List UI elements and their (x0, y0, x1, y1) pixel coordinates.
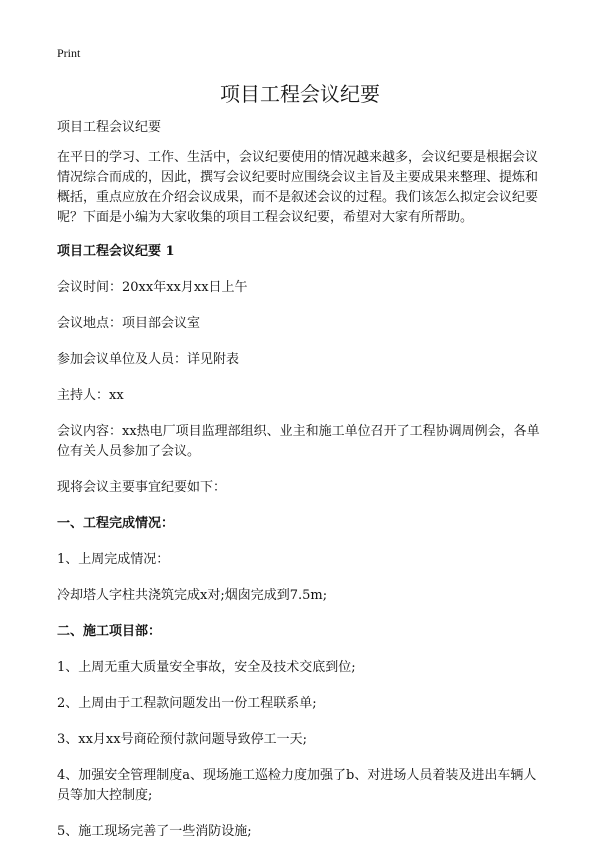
meeting-time: 会议时间：20xx年xx月xx日上午 (57, 280, 248, 295)
host: 主持人：xx (57, 388, 124, 403)
attendees: 参加会议单位及人员：详见附表 (57, 352, 240, 367)
section-heading: 项目工程会议纪要 1 (57, 244, 175, 259)
dept-item: 4、加强安全管理制度a、现场施工巡检力度加强了b、对进场人员着装及进出车辆人员等加大控制度; (57, 768, 537, 803)
document-subtitle: 项目工程会议纪要 (57, 120, 162, 135)
document-title: 项目工程会议纪要 (220, 82, 380, 106)
intro-paragraph: 在平日的学习、工作、生活中，会议纪要使用的情况越来越多，会议纪要是根据会议情况综合而成的，因此，撰写会议纪要时应围绕会议主旨及主要成果来整理、提炼和概括，重点应放在介绍会议成果，而不是叙述会议的过程。我们该怎么拟定会议纪要呢？下面是小编为大家收集的项目工程会议纪要，希望对大家有所帮助。 (57, 150, 539, 225)
dept-item: 5、施工现场完善了一些消防设施; (57, 824, 252, 839)
meeting-content: 会议内容：xx热电厂项目监理部组织、业主和施工单位召开了工程协调周例会，各单位有关人员参加了会议。 (57, 424, 540, 459)
completion-item: 1、上周完成情况： (57, 552, 170, 567)
summary-intro: 现将会议主要事宜纪要如下： (57, 480, 227, 495)
heading-department: 二、施工项目部： (57, 624, 162, 639)
document-body (57, 118, 547, 858)
completion-detail: 冷却塔人字柱共浇筑完成x对;烟囱完成到7.5m; (57, 588, 328, 603)
meeting-place: 会议地点：项目部会议室 (57, 316, 201, 331)
print-link[interactable]: Print (57, 46, 81, 60)
heading-completion: 一、工程完成情况： (57, 516, 175, 531)
dept-item: 2、上周由于工程款问题发出一份工程联系单; (57, 696, 317, 711)
dept-item: 3、xx月xx号商砼预付款问题导致停工一天; (57, 732, 307, 747)
dept-item: 1、上周无重大质量安全事故，安全及技术交底到位; (57, 660, 356, 675)
